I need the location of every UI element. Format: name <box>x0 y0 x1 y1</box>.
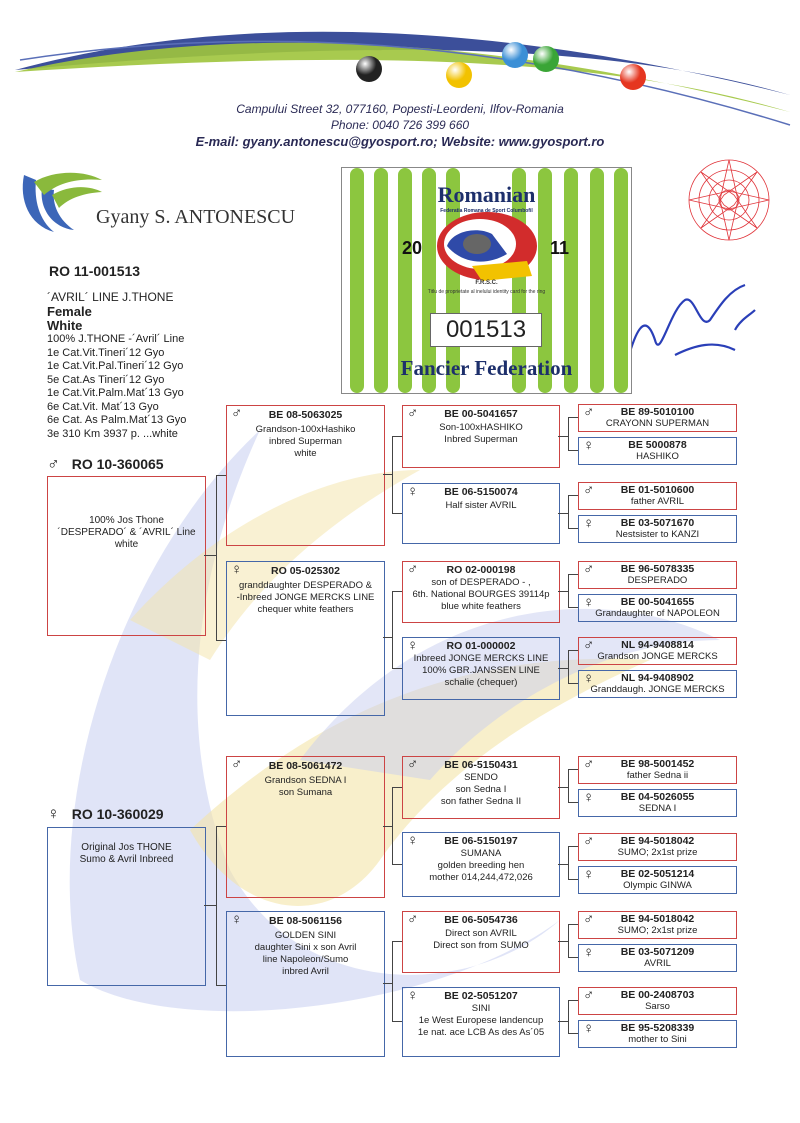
pedigree-box-gen4 <box>578 1020 737 1048</box>
ball-black-icon <box>356 56 382 82</box>
connector-line <box>383 637 392 638</box>
connector-line <box>392 591 402 592</box>
ring-number: RO 01-000002 <box>446 640 516 652</box>
connector-line <box>216 985 226 986</box>
connector-line <box>568 1000 569 1033</box>
female-icon: ♀ <box>583 944 595 961</box>
pedigree-box-gen4 <box>578 637 737 665</box>
female-icon: ♀ <box>407 832 419 849</box>
box-text: blue white feathers <box>441 601 521 612</box>
subject-detail-line: 1e Cat.Vit.Pal.Tineri´12 Gyo <box>47 360 184 372</box>
subject-detail-line: 3e 310 Km 3937 p. ...white <box>47 427 178 440</box>
ring-number: BE 06-5150197 <box>444 835 518 847</box>
female-icon: ♀ <box>583 515 595 532</box>
box-text: SUMO; 2x1st prize <box>617 925 698 936</box>
ring-number: BE 08-5061472 <box>268 760 343 772</box>
male-icon: ♂ <box>407 561 419 578</box>
female-icon: ♀ <box>583 437 595 454</box>
ring-number: BE 94-5018042 <box>620 913 695 925</box>
pedigree-box-gen2 <box>226 756 385 898</box>
connector-line <box>568 607 578 608</box>
subject-color: White <box>47 318 83 333</box>
dam-text: Original Jos THONE <box>81 842 172 853</box>
box-text: 1e nat. ace LCB As des As´05 <box>417 1027 545 1038</box>
box-text: GOLDEN SINI <box>274 930 337 941</box>
email-website: E-mail: gyany.antonescu@gyosport.ro; Website: www.gyosport.ro <box>195 134 605 149</box>
female-icon: ♀ <box>407 987 419 1004</box>
male-icon: ♂ <box>583 404 595 421</box>
box-text: HASHIKO <box>636 451 679 462</box>
card-title-bottom: Fancier Federation <box>400 356 573 380</box>
dam-label <box>47 804 164 824</box>
box-text: -Inbreed JONGE MERCKS LINE <box>236 592 375 603</box>
connector-line <box>568 650 578 651</box>
connector-line <box>568 495 578 496</box>
subject-detail-line: 6e Cat.Vit. Mat´13 Gyo <box>47 400 159 413</box>
ring-number: RO 05-025302 <box>271 565 340 577</box>
connector-line <box>568 417 578 418</box>
sire-label <box>47 454 164 474</box>
card-title-top: Romanian <box>437 182 536 207</box>
male-icon: ♂ <box>407 756 419 773</box>
ring-number: BE 06-5150074 <box>444 486 518 498</box>
ring-number: BE 04-5026055 <box>620 791 695 803</box>
connector-line <box>558 668 568 669</box>
connector-line <box>204 905 216 906</box>
subject-ring: RO 11-001513 <box>49 263 141 279</box>
female-icon: ♀ <box>583 594 595 611</box>
box-text: AVRIL <box>644 958 671 969</box>
ring-number: BE 98-5001452 <box>620 758 695 770</box>
brand-logo-icon <box>14 160 104 240</box>
box-text: Grandson-100xHashiko <box>255 424 356 435</box>
box-text: Sarso <box>645 1001 670 1012</box>
male-icon: ♂ <box>583 482 595 499</box>
connector-line <box>558 436 568 437</box>
female-icon: ♀ <box>231 561 243 578</box>
address: Campului Street 32, 077160, Popesti-Leordeni, Ilfov-Romania <box>236 102 564 116</box>
connector-line <box>392 941 393 1021</box>
male-icon: ♂ <box>231 405 243 422</box>
pedigree-box-gen4 <box>578 789 737 817</box>
ring-number: NL 94-9408902 <box>621 672 694 684</box>
connector-line <box>383 826 392 827</box>
female-icon: ♀ <box>583 1020 595 1037</box>
male-icon: ♂ <box>583 987 595 1004</box>
connector-line <box>568 574 569 607</box>
ring-number: BE 95-5208339 <box>620 1022 695 1034</box>
ring-identity-card <box>341 167 632 394</box>
ball-green-icon <box>533 46 559 72</box>
box-text: daughter Sini x son Avril <box>254 942 357 953</box>
female-icon: ♀ <box>231 911 243 928</box>
female-icon: ♀ <box>583 866 595 883</box>
romania-map-icon <box>432 206 542 286</box>
subject-detail-line: 1e Cat.Vit.Tineri´12 Gyo <box>47 346 165 359</box>
brand-name: Gyany S. ANTONESCU <box>96 206 296 228</box>
male-icon: ♂ <box>407 911 419 928</box>
pedigree-box-gen3 <box>402 756 560 819</box>
connector-line <box>558 513 568 514</box>
box-text: Direct son from SUMO <box>433 940 529 951</box>
sire-text: ´DESPERADO´ & ´AVRIL´ Line <box>57 527 196 538</box>
pedigree-box-gen4 <box>578 594 737 622</box>
pedigree-box-gen2 <box>226 561 385 716</box>
connector-line <box>568 450 578 451</box>
connector-line <box>204 555 216 556</box>
connector-line <box>216 640 226 641</box>
box-text: Grandaughter of NAPOLEON <box>595 608 720 619</box>
pedigree-box-gen3 <box>402 987 560 1057</box>
male-icon: ♂ <box>47 454 60 473</box>
pedigree-box-gen4 <box>578 911 737 939</box>
box-text: golden breeding hen <box>437 860 525 871</box>
connector-line <box>558 941 568 942</box>
card-federation: Federatia Romana de Sport Columbofil <box>440 208 533 214</box>
sire-text: white <box>114 539 139 550</box>
box-text: Nestsister to KANZI <box>615 529 700 540</box>
box-text: CRAYONN SUPERMAN <box>605 418 710 429</box>
ring-number: NL 94-9408814 <box>621 639 694 651</box>
sire-box <box>47 476 206 636</box>
pedigree-box-gen3 <box>402 832 560 897</box>
male-icon: ♂ <box>583 561 595 578</box>
connector-line <box>568 1033 578 1034</box>
box-text: line Napoleon/Sumo <box>262 954 349 965</box>
box-text: Olympic GINWA <box>623 880 692 891</box>
pedigree-box-gen4 <box>578 833 737 861</box>
connector-line <box>568 683 578 684</box>
card-year-left: 20 <box>402 238 423 258</box>
pedigree-box-gen3 <box>402 405 560 468</box>
subject-details <box>47 290 186 441</box>
sire-ring: RO 10-360065 <box>71 456 164 472</box>
ring-number: BE 03-5071670 <box>620 517 695 529</box>
box-text: DESPERADO <box>627 575 688 586</box>
box-text: mother 014,244,472,026 <box>429 872 533 883</box>
connector-line <box>392 864 402 865</box>
connector-line <box>392 591 393 668</box>
female-icon: ♀ <box>407 483 419 500</box>
box-text: SUMANA <box>460 848 502 859</box>
connector-line <box>568 769 569 802</box>
connector-line <box>392 513 402 514</box>
box-text: Inbreed JONGE MERCKS LINE <box>413 653 549 664</box>
connector-line <box>392 941 402 942</box>
pedigree-box-gen4 <box>578 670 737 698</box>
pedigree-box-gen4 <box>578 987 737 1015</box>
box-text: son Sedna I <box>455 784 507 795</box>
pedigree-box-gen4 <box>578 944 737 972</box>
connector-line <box>216 826 217 986</box>
box-text: Grandson SEDNA I <box>264 775 347 786</box>
connector-line <box>568 574 578 575</box>
female-icon: ♀ <box>407 637 419 654</box>
ring-number: BE 96-5078335 <box>620 563 695 575</box>
ring-number: BE 06-5054736 <box>444 914 518 926</box>
subject-detail-line: 1e Cat.Vit.Palm.Mat´13 Gyo <box>47 387 184 399</box>
connector-line <box>392 668 402 669</box>
connector-line <box>392 787 393 864</box>
connector-line <box>568 1000 578 1001</box>
subject-detail-line: 6e Cat. As Palm.Mat´13 Gyo <box>47 414 187 426</box>
female-icon: ♀ <box>583 670 595 687</box>
box-text: SENDO <box>464 772 498 783</box>
ring-number: BE 02-5051207 <box>444 990 518 1002</box>
box-text: son of DESPERADO - , <box>431 577 531 588</box>
box-text: father AVRIL <box>630 496 685 507</box>
connector-line <box>383 983 392 984</box>
subject-detail-line: 5e Cat.As Tineri´12 Gyo <box>47 373 165 386</box>
ring-number: BE 00-5041657 <box>444 408 518 420</box>
female-icon: ♀ <box>47 804 60 823</box>
connector-line <box>392 436 393 513</box>
male-icon: ♂ <box>231 756 243 773</box>
connector-line <box>392 787 402 788</box>
box-text: Inbred Superman <box>444 434 518 445</box>
box-text: Granddaugh. JONGE MERCKS <box>590 684 725 695</box>
box-text: inbred Avril <box>282 966 329 977</box>
connector-line <box>568 495 569 528</box>
connector-line <box>392 1021 402 1022</box>
subject-line: ´AVRIL´ LINE J.THONE <box>47 290 174 304</box>
pedigree-box-gen4 <box>578 437 737 465</box>
box-text: son Sumana <box>278 787 333 798</box>
pedigree-box-gen4 <box>578 515 737 543</box>
card-abbr: F.R.S.C. <box>475 280 498 286</box>
card-small-text: Titlu de proprietate al inelului identity card for the ring <box>427 289 546 295</box>
box-text: SUMO; 2x1st prize <box>617 847 698 858</box>
connector-line <box>558 1021 568 1022</box>
male-icon: ♂ <box>583 637 595 654</box>
box-text: Direct son AVRIL <box>445 928 517 939</box>
connector-line <box>383 474 392 475</box>
connector-line <box>568 924 569 957</box>
ball-blue-icon <box>502 42 528 68</box>
subject-sex: Female <box>47 304 92 319</box>
pedigree-box-gen2 <box>226 911 385 1057</box>
connector-line <box>568 769 578 770</box>
box-text: schalie (chequer) <box>444 677 518 688</box>
dam-ring: RO 10-360029 <box>71 806 164 822</box>
male-icon: ♂ <box>583 756 595 773</box>
male-icon: ♂ <box>407 405 419 422</box>
connector-line <box>568 924 578 925</box>
ring-number: BE 00-5041655 <box>620 596 695 608</box>
male-icon: ♂ <box>583 911 595 928</box>
box-text: son father Sedna II <box>440 796 522 807</box>
ring-number: BE 02-5051214 <box>620 868 695 880</box>
connector-line <box>568 846 569 879</box>
ring-number: RO 02-000198 <box>446 564 516 576</box>
pedigree-box-gen4 <box>578 756 737 784</box>
pedigree-box-gen3 <box>402 483 560 544</box>
connector-line <box>568 417 569 450</box>
dam-box <box>47 827 206 986</box>
connector-line <box>568 650 569 683</box>
connector-line <box>216 475 226 476</box>
box-text: mother to Sini <box>628 1034 687 1045</box>
pedigree-box-gen4 <box>578 404 737 432</box>
connector-line <box>568 528 578 529</box>
ball-red-icon <box>620 64 646 90</box>
box-text: 1e West Europese landencup <box>418 1015 544 1026</box>
pedigree-box-gen4 <box>578 482 737 510</box>
connector-line <box>568 879 578 880</box>
ball-yellow-icon <box>446 62 472 88</box>
ring-number: BE 89-5010100 <box>620 406 695 418</box>
card-ring-number: 001513 <box>430 313 542 347</box>
subject-detail-line: 100% J.THONE -´Avril´ Line <box>47 333 185 345</box>
pedigree-box-gen3 <box>402 911 560 973</box>
signature-icon <box>615 270 775 390</box>
ring-number: BE 94-5018042 <box>620 835 695 847</box>
box-text: chequer white feathers <box>257 604 354 615</box>
phone: Phone: 0040 726 399 660 <box>330 118 470 132</box>
box-text: 6th. National BOURGES 39114p <box>412 589 550 600</box>
pedigree-box-gen2 <box>226 405 385 546</box>
connector-line <box>558 591 568 592</box>
ring-number: BE 5000878 <box>628 439 687 451</box>
box-text: Son-100xHASHIKO <box>439 422 523 433</box>
ring-number: BE 08-5061156 <box>269 915 342 927</box>
connector-line <box>216 475 217 640</box>
card-year-right: 11 <box>550 238 570 258</box>
ring-number: BE 00-2408703 <box>620 989 695 1001</box>
box-text: SEDNA I <box>638 803 677 814</box>
box-text: Half sister AVRIL <box>445 500 517 511</box>
connector-line <box>568 957 578 958</box>
ring-number: BE 01-5010600 <box>620 484 695 496</box>
box-text: inbred Superman <box>269 436 342 447</box>
dam-text: Sumo & Avril Inbreed <box>79 854 174 865</box>
pedigree-box-gen3 <box>402 637 560 700</box>
pedigree-box-gen4 <box>578 866 737 894</box>
box-text: granddaughter DESPERADO & <box>238 580 373 591</box>
sire-text: 100% Jos Thone <box>89 515 164 526</box>
female-icon: ♀ <box>583 789 595 806</box>
connector-line <box>558 787 568 788</box>
box-text: Grandson JONGE MERCKS <box>597 651 718 662</box>
connector-line <box>568 802 578 803</box>
connector-line <box>216 826 226 827</box>
ring-number: BE 03-5071209 <box>620 946 695 958</box>
box-text: white <box>294 448 317 459</box>
box-text: father Sedna ii <box>626 770 689 781</box>
box-text: SINI <box>471 1003 491 1014</box>
pedigree-box-gen3 <box>402 561 560 623</box>
male-icon: ♂ <box>583 833 595 850</box>
box-text: 100% GBR.JANSSEN LINE <box>422 665 540 676</box>
connector-line <box>558 864 568 865</box>
ring-number: BE 06-5150431 <box>444 759 518 771</box>
pedigree-box-gen4 <box>578 561 737 589</box>
rosette-stamp-icon <box>682 153 777 248</box>
ring-number: BE 08-5063025 <box>268 409 343 421</box>
connector-line <box>568 846 578 847</box>
connector-line <box>392 436 402 437</box>
